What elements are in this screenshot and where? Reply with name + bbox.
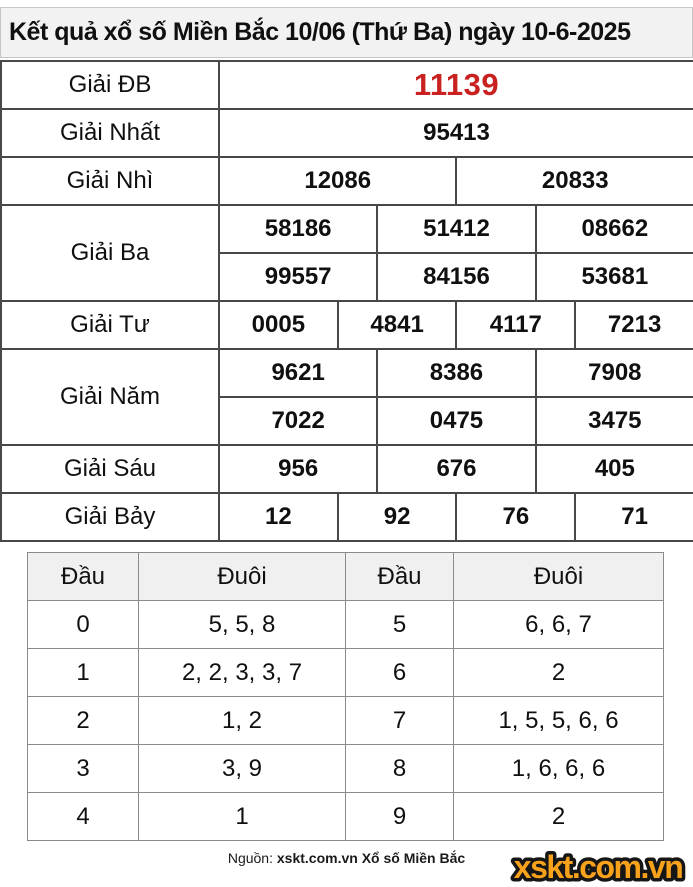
tail-column-header: Đuôi <box>454 553 664 601</box>
head-digit: 6 <box>346 649 454 697</box>
prize-number: 20833 <box>456 157 693 205</box>
prize-row <box>1 493 693 541</box>
head-tail-row <box>28 697 664 745</box>
prize-number: 3475 <box>536 397 693 445</box>
prize-number: 4841 <box>338 301 457 349</box>
prize-number: 0475 <box>377 397 535 445</box>
prize-label: Giải Sáu <box>1 445 219 493</box>
prize-number: 12086 <box>219 157 456 205</box>
prize-number: 95413 <box>219 109 693 157</box>
prize-row <box>1 61 693 109</box>
special-prize-number: 11139 <box>219 61 693 109</box>
prize-number: 0005 <box>219 301 338 349</box>
source-name: xskt.com.vn Xổ số Miền Bắc <box>276 850 466 866</box>
prize-row <box>1 445 693 493</box>
prize-number: 7908 <box>536 349 693 397</box>
head-digit: 2 <box>28 697 139 745</box>
prize-label: Giải Tư <box>1 301 219 349</box>
tail-digits: 1, 5, 5, 6, 6 <box>454 697 664 745</box>
prize-number: 51412 <box>377 205 535 253</box>
prize-number: 99557 <box>219 253 377 301</box>
prize-row <box>1 301 693 349</box>
head-digit: 7 <box>346 697 454 745</box>
prize-row <box>1 109 693 157</box>
prize-number: 7213 <box>575 301 693 349</box>
tail-column-header: Đuôi <box>139 553 346 601</box>
tail-digits: 6, 6, 7 <box>454 601 664 649</box>
prize-label: Giải Ba <box>1 205 219 301</box>
head-tail-row <box>28 601 664 649</box>
prize-number: 9621 <box>219 349 377 397</box>
prize-number: 4117 <box>456 301 575 349</box>
head-tail-row <box>28 649 664 697</box>
prize-row <box>1 205 693 253</box>
xskt-logo[interactable] <box>505 847 691 887</box>
head-digit: 5 <box>346 601 454 649</box>
prize-number: 08662 <box>536 205 693 253</box>
prize-table-body <box>1 61 693 541</box>
prize-table <box>0 60 693 542</box>
head-digit: 1 <box>28 649 139 697</box>
prize-number: 92 <box>338 493 457 541</box>
source-prefix: Nguồn: <box>227 850 277 866</box>
prize-label: Giải Nhì <box>1 157 219 205</box>
title-bar <box>0 7 693 58</box>
prize-row <box>1 157 693 205</box>
head-digit: 8 <box>346 745 454 793</box>
xskt-logo-text: xskt.com.vn <box>513 849 683 885</box>
prize-row <box>1 349 693 397</box>
tail-digits: 2 <box>454 649 664 697</box>
prize-label: Giải Nhất <box>1 109 219 157</box>
tail-digits: 1 <box>139 793 346 841</box>
head-digit: 4 <box>28 793 139 841</box>
prize-number: 84156 <box>377 253 535 301</box>
prize-number: 676 <box>377 445 535 493</box>
prize-number: 7022 <box>219 397 377 445</box>
tail-digits: 1, 6, 6, 6 <box>454 745 664 793</box>
head-column-header: Đầu <box>346 553 454 601</box>
tail-digits: 2 <box>454 793 664 841</box>
prize-number: 76 <box>456 493 575 541</box>
head-tail-table-body <box>28 601 664 841</box>
head-tail-table <box>27 552 664 841</box>
tail-digits: 5, 5, 8 <box>139 601 346 649</box>
tail-digits: 3, 9 <box>139 745 346 793</box>
prize-number: 405 <box>536 445 693 493</box>
page-title: Kết quả xổ số Miền Bắc 10/06 (Thứ Ba) ngày 10-6-2025 <box>9 18 631 46</box>
head-tail-row <box>28 793 664 841</box>
prize-number: 71 <box>575 493 693 541</box>
head-tail-row <box>28 745 664 793</box>
head-column-header: Đầu <box>28 553 139 601</box>
prize-number: 12 <box>219 493 338 541</box>
head-digit: 3 <box>28 745 139 793</box>
prize-label: Giải Năm <box>1 349 219 445</box>
head-digit: 9 <box>346 793 454 841</box>
tail-digits: 1, 2 <box>139 697 346 745</box>
tail-digits: 2, 2, 3, 3, 7 <box>139 649 346 697</box>
head-tail-header-row <box>28 553 664 601</box>
prize-number: 53681 <box>536 253 693 301</box>
prize-number: 8386 <box>377 349 535 397</box>
prize-number: 58186 <box>219 205 377 253</box>
prize-number: 956 <box>219 445 377 493</box>
prize-label: Giải Bảy <box>1 493 219 541</box>
prize-label: Giải ĐB <box>1 61 219 109</box>
head-digit: 0 <box>28 601 139 649</box>
